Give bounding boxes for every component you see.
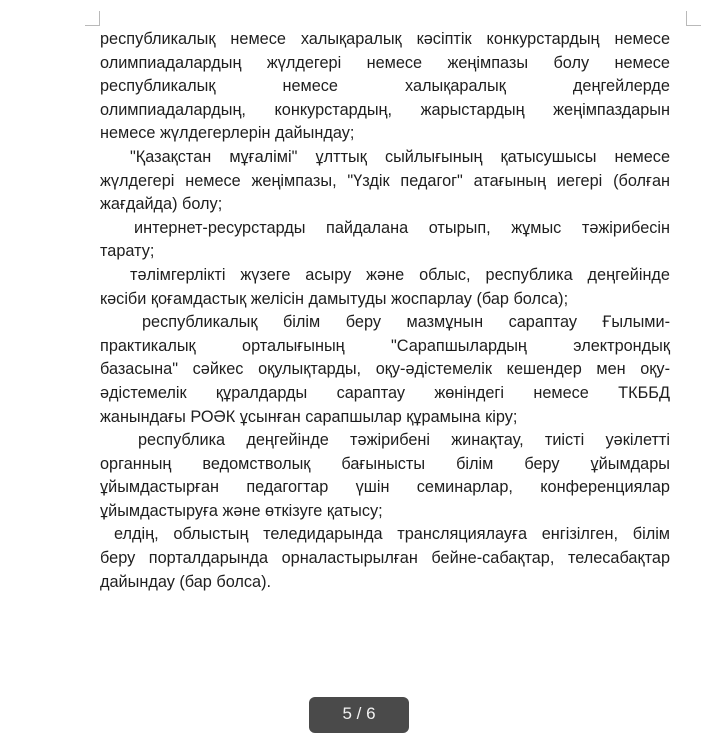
text-line: республикалық немесе халықаралық деңгейлерде <box>100 77 670 96</box>
text-line: әдістемелік құралдарды сараптау жөніндегі немесе ТКББД <box>100 383 670 402</box>
text-line: жанындағы РОӘК ұсынған сарапшылар құрамына кіру; <box>100 407 518 426</box>
text-line: тәлімгерлікті жүзеге асыру және облыс, республика деңгейінде <box>130 265 670 284</box>
text-line: немесе жүлдегерлерін дайындау; <box>100 124 355 143</box>
text-line: олимпиадалардың жүлдегері немесе жеңімпазы болу немесе <box>100 53 670 72</box>
text-line: ұйымдастырған педагогтар үшін семинарлар, конференциялар <box>100 478 670 497</box>
paragraph-2 <box>100 146 670 217</box>
text-line: органның ведомстволық бағынысты білім беру ұйымдары <box>100 454 670 473</box>
paragraph-4 <box>100 264 670 311</box>
text-line: олимпиадалардың, конкурстардың, жарыстардың жеңімпаздарын <box>100 100 670 119</box>
paragraph-1 <box>100 28 670 146</box>
text-line: жағдайда) болу; <box>100 195 223 214</box>
page-corner-mark-left <box>85 11 100 26</box>
text-line: дайындау (бар болса). <box>100 572 272 591</box>
text-line: беру порталдарында орналастырылған бейне-сабақтар, телесабақтар <box>100 549 670 568</box>
document-body <box>100 28 670 594</box>
paragraph-5 <box>100 311 670 429</box>
text-line: ұйымдастыруға және өткізуге қатысу; <box>100 501 383 520</box>
page-indicator[interactable]: 5 / 6 <box>309 697 409 733</box>
text-line: базасына" сәйкес оқулықтарды, оқу-әдістемелік кешендер мен оқу- <box>100 360 670 379</box>
paragraph-3 <box>100 217 670 264</box>
text-line: елдің, облыстың теледидарында трансляциялауға енгізілген, білім <box>114 525 670 544</box>
text-line: республикалық немесе халықаралық кәсіптік конкурстардың немесе <box>100 30 670 48</box>
paragraph-6 <box>100 429 670 523</box>
text-line: кәсіби қоғамдастық желісін дамытуды жоспарлау (бар болса); <box>100 289 569 308</box>
text-line: республикалық білім беру мазмұнын сараптау Ғылыми- <box>142 313 670 332</box>
text-line: "Қазақстан мұғалімі" ұлттық сыйлығының қатысушысы немесе <box>130 147 670 166</box>
text-line: республика деңгейінде тәжірибені жинақтау, тиісті уәкілетті <box>138 431 670 450</box>
page-corner-mark-right <box>686 11 701 26</box>
text-line: практикалық орталығының "Сарапшылардың электрондық <box>100 336 670 355</box>
paragraph-7 <box>100 523 670 594</box>
text-line: жүлдегері немесе жеңімпазы, "Үздік педагог" атағының иегері (болған <box>100 171 670 190</box>
text-line: интернет-ресурстарды пайдалана отырып, жұмыс тәжірибесін <box>134 218 670 237</box>
text-line: тарату; <box>100 242 155 261</box>
